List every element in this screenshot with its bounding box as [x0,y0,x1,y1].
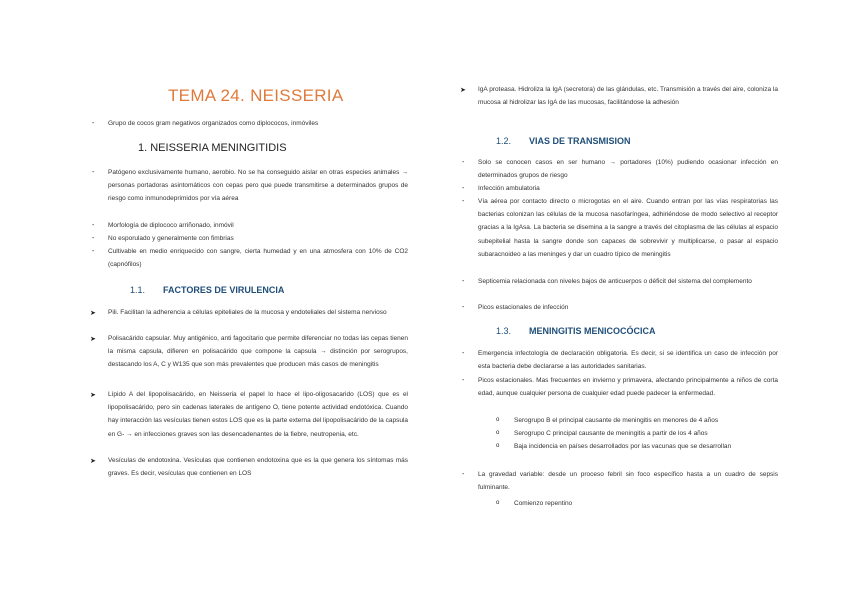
heading-number: 1.1. [130,285,146,295]
heading-text: VIAS DE TRANSMISION [529,136,631,146]
list-item: Cultivable en medio enriquecido con sangre, cierta humedad y en una atmosfera con 10% de CO2 (capnófilos) [108,248,408,269]
list-item: Vesículas de endotoxina. Vesículas que contienen endotoxina que es la que genera los síntomas más graves. Es decir, vesículas que contienen en LOS [108,457,408,478]
dash-marker: - [462,278,465,285]
list-item: Patógeno exclusivamente humano, aerobio. No se ha conseguido aislar en otras especies animales → personas portadoras asintomáticos con cepas pero que puede transmitirse a determinados grupos de riesgo como inmunodeprimidos por vía aérea [108,169,408,203]
heading-number: 1.2. [496,136,512,146]
list-item: Emergencia infectología de declaración obligatoria. Es decir, si se identifica un caso de infección por esta bacteria debe declararse a las autoridades sanitarias. [478,350,778,371]
dash-marker: - [92,222,95,229]
dash-marker: - [462,159,465,166]
circle-bullet-icon: o [496,417,500,423]
sub-list-item: Serogrupo B el principal causante de meningitis en menores de 4 años [514,417,719,424]
list-item: Vía aérea por contacto directo o microgotas en el aire. Cuando entran por las vías respiratorias las bacterias colonizan las células de la mucosa nasofaríngea, adhiriéndose de modo selectivo al receptor gracias a la IgAsa. La bacteria se disemina a la sangre a través del citoplasma de las células al espacio subepitelial hasta la sangre donde son capaces de sobrevivir y multiplicarse, o pasar al espacio subaracnoideo a las meninges y dar un cuadro típico de meningitis [478,198,778,258]
sub-list-item: Comienzo repentino [514,500,573,507]
list-item: Septicemia relacionada con niveles bajos de anticuerpos o déficit del sistema del complemento [478,278,752,285]
dash-marker: - [462,377,465,384]
list-item: Polisacárido capsular. Muy antigénico, anti fagocitario que permite diferenciar no todas las cepas tienen la misma capsula, difieren en polisacárido que compone la capsula → distinción por serogrupos, destacando los A, C y W135 que son más prevalentes que producen más casos de meningitis [108,335,408,369]
heading-number: 1.3. [496,326,512,336]
dash-marker: - [462,304,465,311]
section-heading-1-2 [496,136,631,146]
arrow-bullet-icon: ➤ [460,87,466,94]
section-heading-1-3 [496,326,656,336]
arrow-bullet-icon: ➤ [90,458,96,465]
list-item: Infección ambulatoria [478,185,540,192]
dash-marker: - [92,169,95,176]
intro-text: Grupo de cocos gram negativos organizados como diplococos, inmóviles [108,120,319,127]
arrow-bullet-icon: ➤ [90,336,96,343]
dash-marker: - [462,350,465,357]
list-item: Morfología de diplococo arriñonado, inmóvil [108,222,234,229]
dash-marker: - [92,235,95,242]
list-item: Picos estacionales de infección [478,304,569,311]
heading-text: FACTORES DE VIRULENCIA [163,285,285,295]
list-item: Solo se conocen casos en ser humano → portadores (10%) pudiendo ocasionar infección en determinados grupos de riesgo [478,159,778,180]
dash-marker: - [92,120,95,127]
list-item: La gravedad variable: desde un proceso febril sin foco específico hasta a un cuadro de sepsis fulminante. [478,471,778,492]
circle-bullet-icon: o [496,430,500,436]
dash-marker: - [92,248,95,255]
dash-marker: - [462,198,465,205]
dash-marker: - [462,185,465,192]
circle-bullet-icon: o [496,443,500,449]
section-heading-1-1 [130,285,284,295]
section-heading-1: 1. NEISSERIA MENINGITIDIS [138,142,287,154]
list-item: IgA proteasa. Hidroliza la IgA (secretora) de las glándulas, etc. Transmisión a través del aire, coloniza la mucosa al hidrolizar las IgA de las mucosas, facilitándose la adhesión [478,86,778,107]
circle-bullet-icon: o [496,500,500,506]
list-item: Pili. Facilitan la adherencia a células epiteliales de la mucosa y endoteliales del sistema nervioso [108,309,387,316]
list-item: No esporulado y generalmente con fimbrias [108,235,234,242]
list-item: Lípido A del lipopolisacárido, en Neisseria el papel lo hace el lipo-oligosacarido (LOS) que es el lipopolisacárido, pero sin cadenas laterales de antígeno O, tiene potente actividad endotóxica. Cuando hay interacción las vesículas tienen estos LOS que es la parte externa del lipopolisacárido de la capsula en G- → en infecciones graves son las desencadenantes de la fiebre, neutropenia, etc. [108,391,408,438]
heading-text: MENINGITIS MENICOCÓCICA [529,326,656,336]
sub-list-item: Serogrupo C principal causante de meningitis a partir de los 4 años [514,430,708,437]
arrow-bullet-icon: ➤ [90,392,96,399]
dash-marker: - [462,471,465,478]
list-item: Picos estacionales. Mas frecuentes en invierno y primavera, afectando principalmente a niños de corta edad, aunque cualquier persona de cualquier edad puede padecer la enfermedad. [478,377,778,398]
sub-list-item: Baja incidencia en países desarrollados por las vacunas que se desarrollan [514,443,732,450]
page-title: TEMA 24. NEISSERIA [168,86,344,105]
arrow-bullet-icon: ➤ [90,310,96,317]
